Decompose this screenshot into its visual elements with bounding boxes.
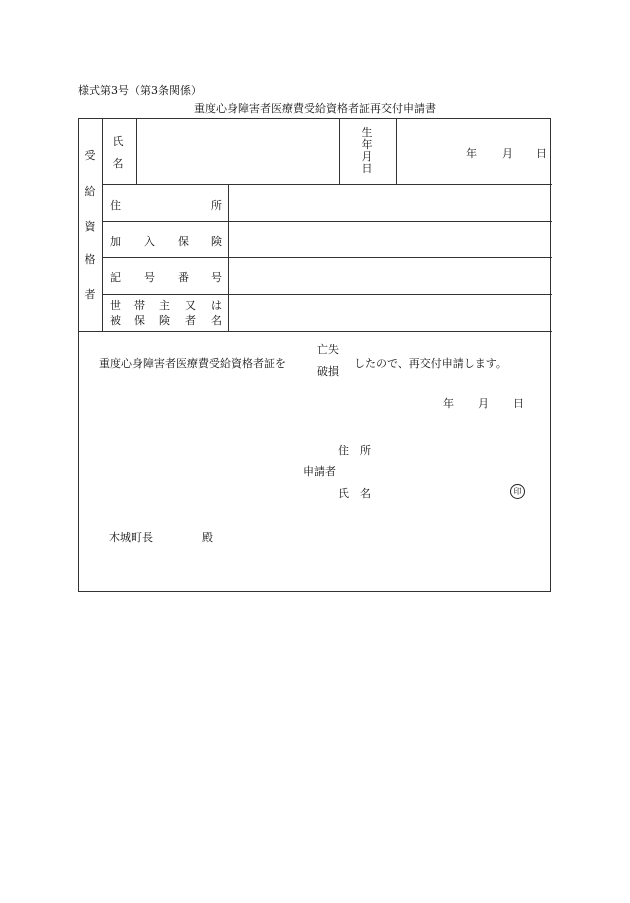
request-statement-prefix: 重度心身障害者医療費受給資格者証を (99, 357, 286, 370)
householder-label-char: 名 (211, 314, 222, 327)
applicant-address-label-char: 所 (360, 444, 371, 457)
householder-label-char: 保 (134, 314, 145, 327)
section-label-char: 受 (84, 149, 96, 162)
insurance-label-char: 入 (144, 235, 155, 248)
householder-label-char: 険 (159, 314, 170, 327)
divider-left-column (102, 119, 103, 331)
birthdate-day-unit: 日 (536, 147, 547, 160)
address-label-char: 所 (211, 199, 222, 212)
recipient-name-field[interactable] (137, 120, 339, 184)
row-line-5 (79, 331, 552, 332)
name-label-char: 氏 (112, 135, 124, 148)
birthdate-label-char: 年 (361, 138, 373, 151)
applicant-name-field[interactable] (379, 480, 507, 500)
section-label-char: 格 (84, 253, 96, 266)
application-form (78, 118, 551, 592)
addressee: 木城町長 (109, 531, 153, 544)
insurance-label-char: 加 (110, 235, 121, 248)
applicant-name-label-char: 氏 (338, 487, 349, 500)
recipient-address-field[interactable] (229, 185, 551, 221)
symbol-number-label-char: 番 (178, 271, 189, 284)
applicant-address-field[interactable] (379, 437, 539, 457)
symbol-number-label-char: 号 (211, 271, 222, 284)
document-title: 重度心身障害者医療費受給資格者証再交付申請書 (194, 102, 436, 115)
householder-label-char: 者 (185, 314, 196, 327)
birthdate-year-unit: 年 (466, 147, 477, 160)
symbol-number-label-char: 記 (110, 271, 121, 284)
householder-label-char: 被 (110, 314, 121, 327)
form-number: 様式第3号（第3条関係） (78, 84, 202, 97)
birthdate-label-char: 生 (361, 126, 373, 139)
householder-label-char: は (211, 299, 222, 312)
honorific: 殿 (202, 531, 213, 544)
householder-label-char: 世 (110, 299, 121, 312)
householder-field[interactable] (229, 295, 551, 331)
insurance-label-char: 保 (178, 235, 189, 248)
seal-mark: 印 (510, 484, 525, 499)
applicant-name-label-char: 名 (360, 487, 371, 500)
symbol-number-label-char: 号 (144, 271, 155, 284)
birthdate-label-char: 日 (361, 162, 373, 175)
householder-label-char: 帯 (134, 299, 145, 312)
request-date-month-unit: 月 (478, 397, 489, 410)
symbol-number-field[interactable] (229, 258, 551, 294)
divider-birth-label-left (339, 119, 340, 184)
address-label-char: 住 (110, 199, 121, 212)
section-label-char: 給 (84, 185, 96, 198)
householder-label-char: 主 (159, 299, 170, 312)
householder-label-char: 又 (185, 299, 196, 312)
applicant-address-label-char: 住 (338, 444, 349, 457)
request-date-year-unit: 年 (443, 397, 454, 410)
insurance-field[interactable] (229, 222, 551, 257)
birthdate-label-char: 月 (361, 150, 373, 163)
section-label-char: 資 (84, 220, 96, 233)
insurance-label-char: 険 (211, 235, 222, 248)
applicant-label: 申請者 (303, 465, 336, 478)
section-label-char: 者 (84, 288, 96, 301)
request-date-day-unit: 日 (513, 397, 524, 410)
birthdate-month-unit: 月 (502, 147, 513, 160)
name-label-char: 名 (112, 157, 124, 170)
option-damaged[interactable]: 破損 (317, 365, 339, 378)
request-statement-suffix: したので、再交付申請します。 (354, 357, 507, 370)
option-lost[interactable]: 亡失 (317, 343, 339, 356)
